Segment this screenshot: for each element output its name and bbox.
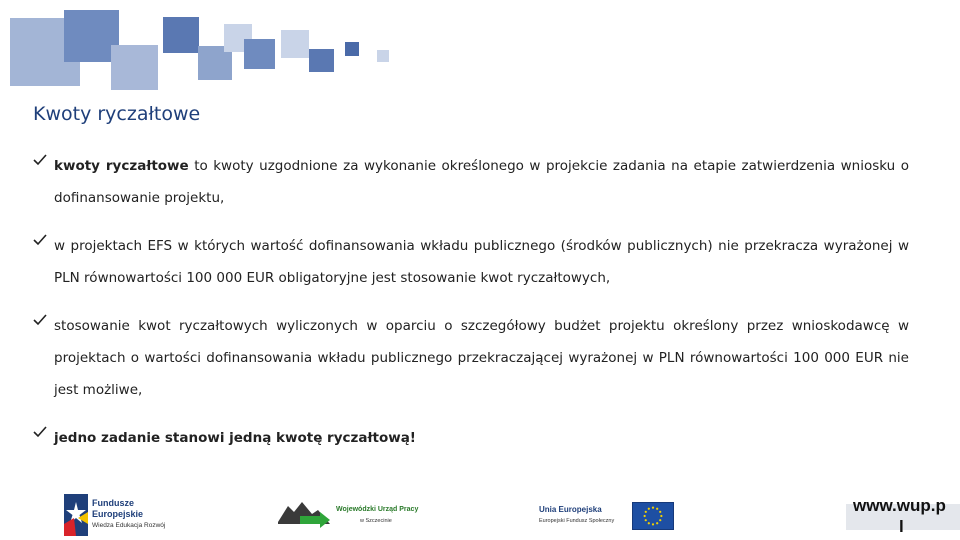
fundusze-europejskie-logo (64, 494, 184, 536)
website-url-line2[interactable]: l (899, 517, 904, 536)
slide-title: Kwoty ryczałtowe (33, 103, 201, 125)
bullet-body: stosowanie kwot ryczałtowych wyliczonych w oparciu o szczegółowy budżet projektu określony przez wnioskodawcę w projektach o wartości dofinansowania wkładu publicznego przekraczającej wyrażonej w PLN równowartości 100 000 EUR nie jest możliwe, (54, 318, 909, 398)
fe-logo-line1: Fundusze (92, 498, 134, 508)
bullet-body: to kwoty uzgodnione za wykonanie określonego w projekcie zadania na etapie zatwierdzenia wniosku o dofinansowanie projektu, (54, 158, 909, 206)
ue-logo (537, 500, 677, 532)
bullet-text (54, 150, 909, 214)
deco-square (345, 42, 359, 56)
website-url-line1[interactable]: www.wup.p (853, 496, 946, 515)
deco-square (281, 30, 309, 58)
ue-logo-line2: Europejski Fundusz Społeczny (539, 518, 615, 524)
ue-logo-line1: Unia Europejska (539, 505, 602, 514)
fe-logo-line2: Europejskie (92, 509, 144, 519)
checkmark-icon (33, 313, 47, 327)
eu-flag-icon (632, 502, 674, 530)
decorative-squares (0, 0, 400, 95)
bullet-item (33, 230, 909, 294)
fe-logo-line3: Wiedza Edukacja Rozwój (92, 522, 166, 529)
bullet-body: w projektach EFS w których wartość dofinansowania wkładu publicznego (środków publicznych) nie przekracza wyrażonej w PLN równowartości 100 000 EUR obligatoryjne jest stosowanie kwot ryczałtowych, (54, 238, 909, 286)
deco-square (244, 39, 275, 69)
deco-square (309, 49, 334, 72)
checkmark-icon (33, 425, 47, 439)
footer-logos (0, 486, 960, 540)
wup-logo-line2: w Szczecinie (360, 518, 392, 524)
bullet-text (54, 422, 909, 454)
bullet-bold-lead: kwoty ryczałtowe (54, 158, 189, 174)
deco-square (377, 50, 389, 62)
fe-star-icon (64, 494, 88, 536)
wup-mark-icon (278, 498, 330, 528)
bullet-text (54, 230, 909, 294)
wup-logo (278, 498, 438, 532)
deco-square (163, 17, 199, 53)
bullet-item (33, 422, 909, 454)
checkmark-icon (33, 153, 47, 167)
bullet-text (54, 310, 909, 406)
bullet-list (33, 150, 909, 470)
bullet-bold-lead: jedno zadanie stanowi jedną kwotę ryczałtową! (54, 430, 416, 446)
bullet-item (33, 150, 909, 214)
deco-square (111, 45, 158, 90)
wup-logo-line1: Wojewódzki Urząd Pracy (336, 506, 419, 513)
checkmark-icon (33, 233, 47, 247)
bullet-item (33, 310, 909, 406)
